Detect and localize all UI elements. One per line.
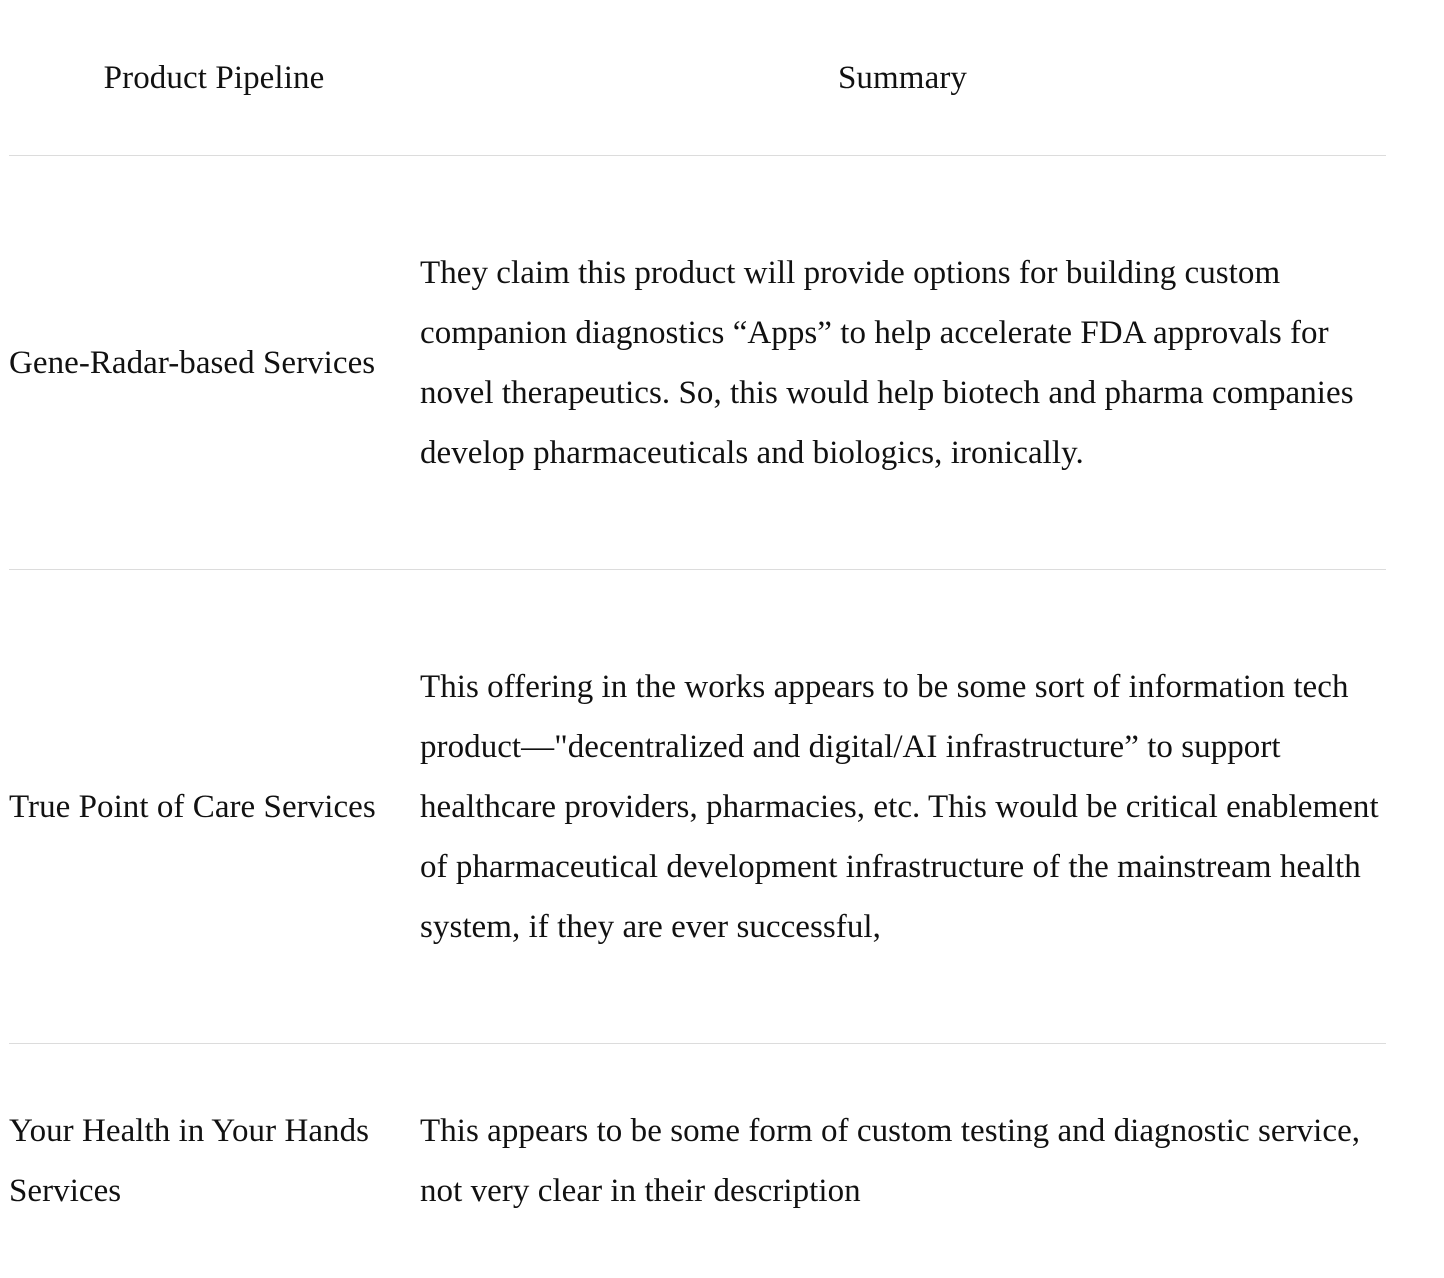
pipeline-cell: Your Health in Your Hands Services — [9, 1113, 370, 1209]
header-row — [9, 0, 1386, 156]
summary-cell: This appears to be some form of custom testing and diagnostic service, not very clear in their description — [420, 1113, 1361, 1209]
table-header — [9, 0, 1386, 156]
header-product-pipeline: Product Pipeline — [9, 0, 419, 156]
table-row — [9, 570, 1386, 1044]
summary-cell: They claim this product will provide options for building custom companion diagnostics “Apps” to help accelerate FDA approvals for novel therapeutics. So, this would help biotech and pharma companies develop pharmaceuticals and biologics, ironically. — [419, 156, 1386, 570]
table-row — [9, 156, 1386, 570]
product-pipeline-table — [9, 0, 1386, 1278]
header-summary: Summary — [419, 0, 1386, 156]
pipeline-cell: Gene-Radar-based Services — [9, 156, 419, 570]
table-row — [9, 1044, 1386, 1278]
pipeline-cell: True Point of Care Services — [9, 570, 419, 1044]
summary-cell: This offering in the works appears to be some sort of information tech product—"decentralized and digital/AI infrastructure” to support healthcare providers, pharmacies, etc. This would be critical enablement of pharmaceutical development infrastructure of the mainstream health system, if they are ever successful, — [419, 570, 1386, 1044]
table-body — [9, 156, 1386, 1278]
